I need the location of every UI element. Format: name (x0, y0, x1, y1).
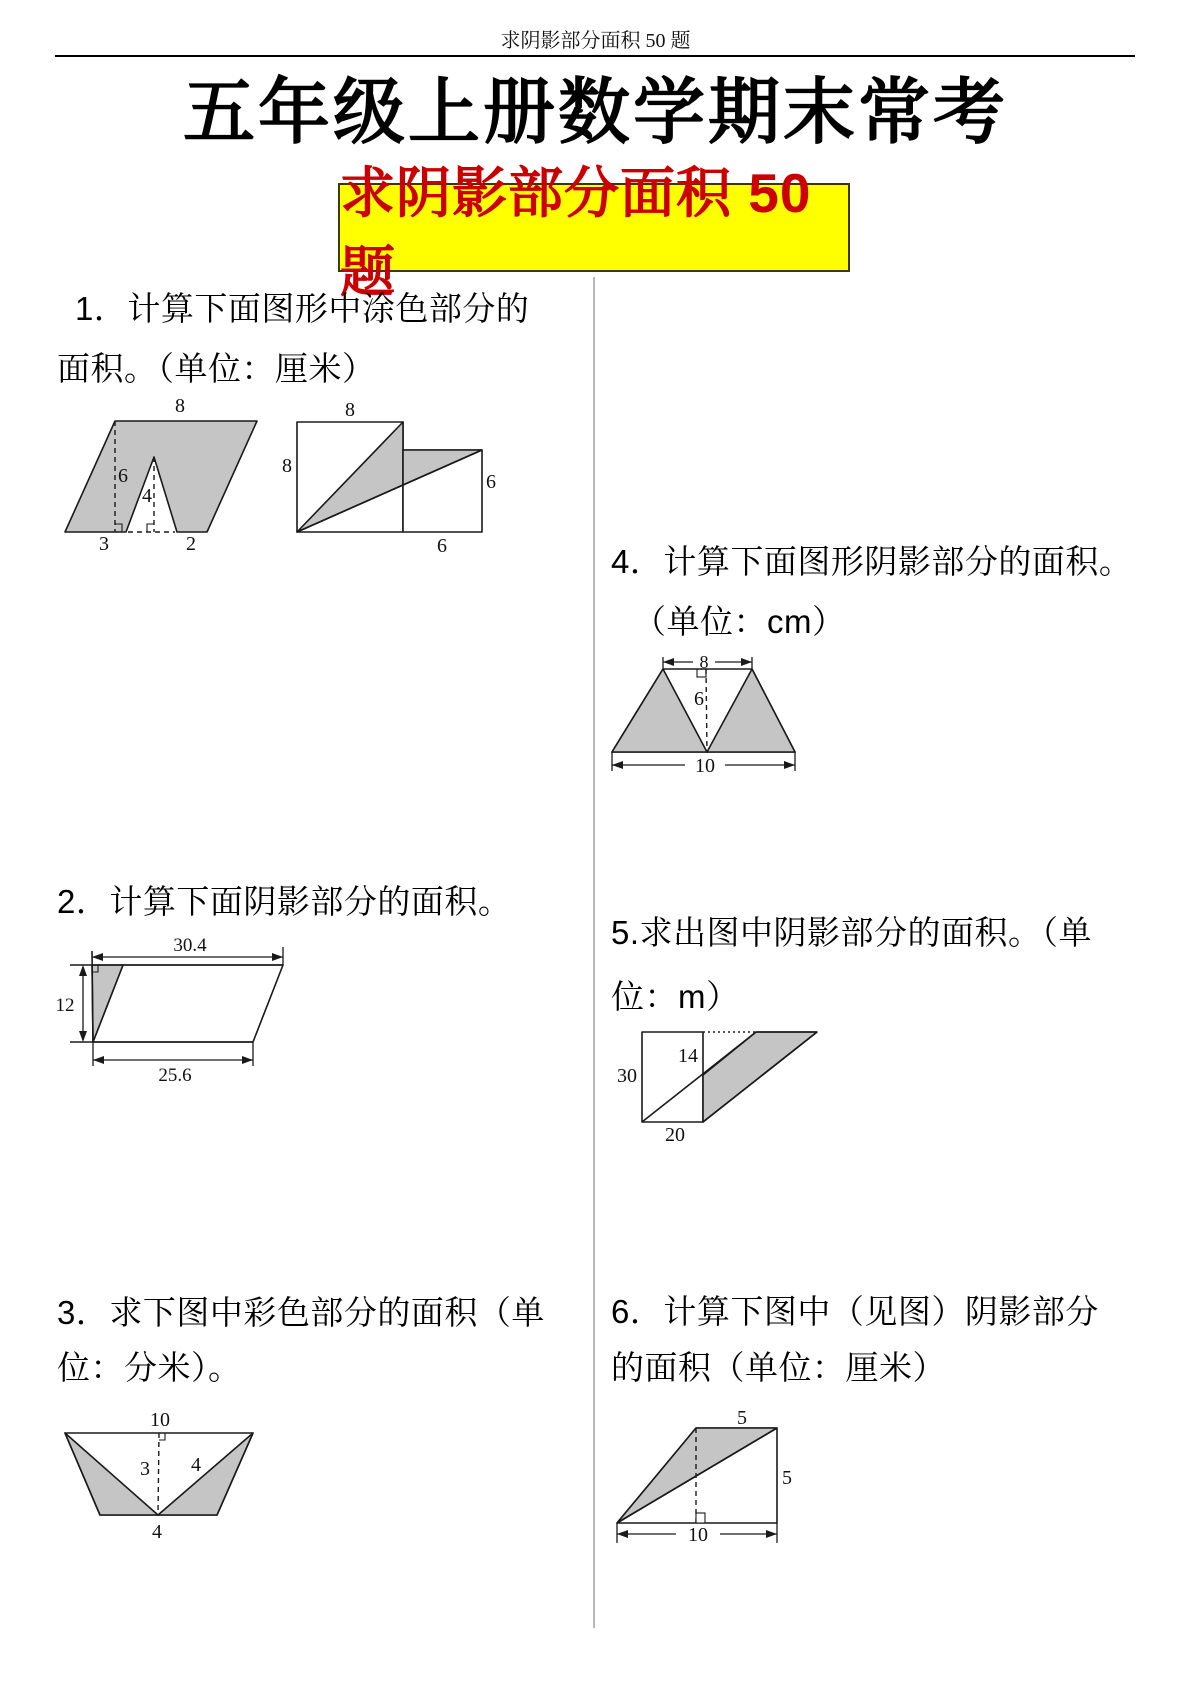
problem-3-text-line-2: 位：分米）。 (57, 1349, 242, 1386)
p2-label-top: 30.4 (173, 935, 207, 956)
p4-label-height: 6 (694, 688, 704, 710)
arrowhead (766, 1530, 777, 1538)
figure-problem-2 (50, 933, 350, 1088)
p5-label-left: 30 (617, 1065, 637, 1087)
problem-4-text-line-2: （单位：cm） (633, 603, 846, 640)
p6-right-angle-mark (696, 1513, 705, 1523)
arrowhead (612, 761, 623, 769)
p4-label-base: 10 (695, 755, 715, 777)
figure-problem-6 (600, 1400, 820, 1550)
p1a-shaded-parallelogram (65, 421, 257, 532)
figure-problem-4 (600, 652, 850, 785)
problem-1-text-line-1: 1．计算下面图形中涂色部分的 (75, 290, 530, 327)
p3-label-height: 3 (140, 1458, 150, 1480)
arrowhead (92, 953, 103, 961)
arrowhead (272, 953, 283, 961)
arrowhead (93, 1056, 104, 1064)
p2-parallelogram (93, 965, 283, 1042)
page-title: 五年级上册数学期末常考 (182, 73, 1008, 153)
p3-label-top: 10 (150, 1409, 170, 1431)
arrowhead (617, 1530, 628, 1538)
p1a-label-inner-height: 4 (142, 485, 152, 507)
page-header: 求阴影部分面积 50 题 (500, 30, 691, 52)
figure-problem-5 (600, 1020, 840, 1145)
p6-label-right: 5 (782, 1467, 792, 1489)
p1b-label-bottom: 6 (437, 535, 447, 557)
p5-label-width: 14 (678, 1045, 698, 1067)
p3-label-slant: 4 (191, 1454, 201, 1476)
problem-1-text-line-2: 面积。（单位：厘米） (57, 350, 376, 387)
p2-label-bottom: 25.6 (158, 1065, 192, 1086)
p6-label-top: 5 (737, 1407, 747, 1429)
p2-label-left: 12 (55, 995, 75, 1016)
problem-5-text-line-1: 5.求出图中阴影部分的面积。（单 (611, 914, 1093, 951)
arrowhead (242, 1056, 253, 1064)
problem-6-text-line-1: 6．计算下图中（见图）阴影部分 (611, 1293, 1099, 1330)
banner-text: 求阴影部分面积 50 题 (340, 161, 812, 303)
problem-6-text-line-2: 的面积（单位：厘米） (611, 1349, 946, 1386)
arrowhead (663, 658, 674, 666)
p2-height-line (92, 951, 93, 1042)
figure-problem-1 (50, 390, 510, 560)
p5-label-base: 20 (665, 1124, 685, 1146)
arrowhead (79, 1031, 87, 1042)
problem-4-text-line-1: 4．计算下面图形阴影部分的面积。 (611, 543, 1133, 580)
p3-label-base: 4 (152, 1521, 162, 1543)
arrowhead (79, 965, 87, 976)
highlight-banner (338, 161, 850, 303)
p1a-right-angle-mark-2 (147, 524, 154, 532)
p1a-label-top: 8 (175, 395, 185, 417)
p1b-label-top: 8 (345, 399, 355, 421)
figure-problem-3 (50, 1405, 310, 1545)
problem-3-text-line-1: 3．求下图中彩色部分的面积（单 (57, 1294, 545, 1331)
arrowhead (741, 658, 752, 666)
problem-2-text-line-1: 2．计算下面阴影部分的面积。 (57, 883, 512, 920)
p1a-label-base-left: 3 (99, 533, 109, 555)
p6-label-base: 10 (688, 1524, 708, 1546)
header-divider (55, 55, 1135, 57)
p1b-label-right: 6 (486, 471, 496, 493)
arrowhead (784, 761, 795, 769)
p1a-label-base-right: 2 (186, 533, 196, 555)
column-separator (593, 277, 595, 1628)
p4-label-top: 8 (699, 652, 709, 672)
problem-5-text-line-2: 位：m） (611, 978, 740, 1015)
p1a-label-height: 6 (118, 465, 128, 487)
p1b-label-left: 8 (282, 455, 292, 477)
